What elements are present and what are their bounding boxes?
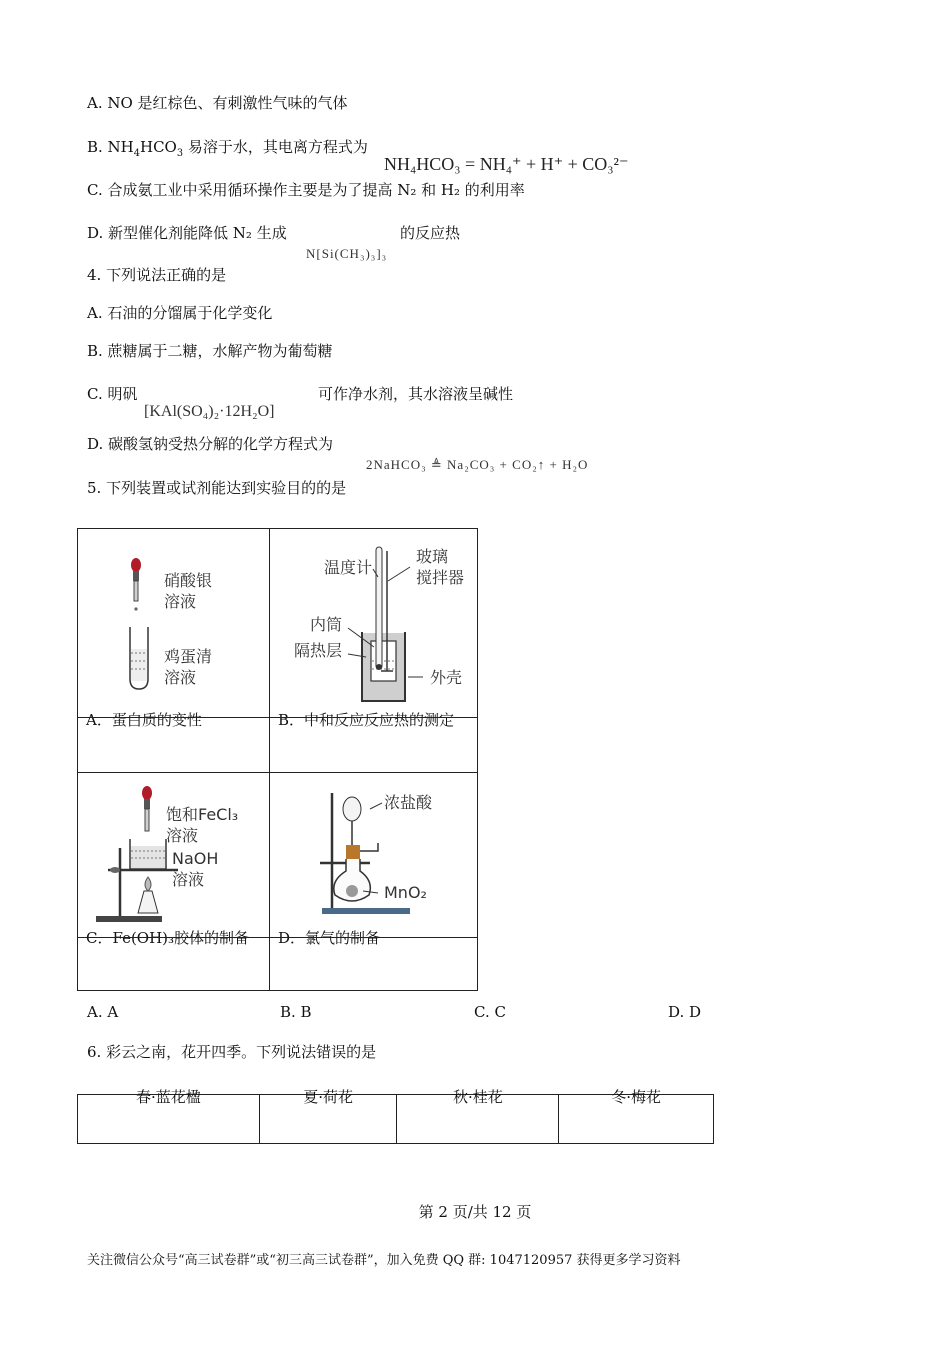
q6-season-cell-summer [259,1088,397,1144]
q3-option-b-sub3: 3 [176,148,184,159]
q3-option-d-formula: N[Si(CH₃)₃]₃ [306,246,388,261]
q5-caption-a: A．蛋白质的变性 [86,711,202,729]
q6-season-table [77,1088,714,1144]
q6-season-winter: 冬·梅花 [611,1088,661,1106]
a-label-2: 溶液 [164,592,197,611]
q3-option-b-text-3: 易溶于水，其电离方程式为 [183,138,368,156]
q3-option-c: C. 合成氨工业中采用循环操作主要是为了提高 N₂ 和 H₂ 的利用率 [87,181,525,199]
q5-cell-d-divider [270,937,477,938]
q4-option-a: A. 石油的分馏属于化学变化 [87,304,273,322]
c-label-2: 溶液 [166,826,199,845]
q5-cell-b [270,529,478,773]
c-label-1: 饱和FeCl₃ [166,805,239,824]
q5-cell-b-divider [270,717,477,718]
q4-option-b: B. 蔗糖属于二糖，水解产物为葡萄糖 [87,342,333,360]
q5-cell-a [78,529,270,773]
q3-option-d-pre: D. 新型催化剂能降低 N₂ 生成 [87,224,287,242]
q5-apparatus-table [77,528,478,991]
a-label-4: 溶液 [164,668,197,687]
d-label-2: MnO₂ [384,883,427,902]
q4-option-c-pre: C. 明矾 [87,385,138,403]
a-label-3: 鸡蛋清 [164,647,213,666]
q5-caption-c: C．Fe(OH)₃胶体的制备 [86,929,250,947]
b-label-2: 玻璃 [416,547,449,566]
q6-season-cell-spring [78,1088,260,1144]
q6-season-cell-winter [559,1088,714,1144]
d-label-1: 浓盐酸 [384,793,433,812]
q4-option-c-formula: [KAl(SO₄)₂·12H₂O] [144,403,275,420]
a-label-1: 硝酸银 [164,571,213,590]
q4-stem: 4. 下列说法正确的是 [87,266,227,284]
calorimeter-diagram [270,529,477,768]
q5-choice-a: A. A [87,1003,119,1021]
b-label-6: 外壳 [430,668,463,687]
q3-option-d-post: 的反应热 [400,224,461,242]
q6-season-spring: 春·蓝花楹 [135,1088,201,1106]
q5-cell-a-divider [78,717,269,718]
b-label-4: 内筒 [310,615,343,634]
colloid-preparation-diagram [78,773,269,986]
q3-option-b-text-2: HCO [139,138,177,156]
q5-choice-c: C. C [474,1003,506,1021]
q3-option-b-text-1: B. NH [87,138,134,156]
q3-option-a: A. NO 是红棕色、有刺激性气味的气体 [87,94,348,112]
page-number: 第 2 页/共 12 页 [418,1203,532,1221]
q4-option-d-formula: 2NaHCO₃ ≜ Na₂CO₃ + CO₂↑ + H₂O [366,457,589,472]
q4-option-c-post: 可作净水剂，其水溶液呈碱性 [318,385,514,403]
b-label-5: 隔热层 [294,641,343,660]
q3-option-b-formula: NH₄HCO₃ = NH₄⁺ + H⁺ + CO₃²⁻ [384,154,629,174]
b-label-1: 温度计 [324,558,373,577]
c-label-3: NaOH [172,849,219,868]
c-label-4: 溶液 [172,870,205,889]
q5-caption-b: B．中和反应反应热的测定 [278,711,455,729]
q5-choice-b: B. B [280,1003,312,1021]
q4-option-d-pre: D. 碳酸氢钠受热分解的化学方程式为 [87,435,334,453]
q5-choice-d: D. D [668,1003,702,1021]
footer-note: 关注微信公众号“高三试卷群”或“初三高三试卷群”，加入免费 QQ 群: 1047120957 获得更多学习资料 [87,1253,681,1268]
q5-cell-c-divider [78,937,269,938]
q3-option-b-sub4: 4 [133,148,140,159]
q6-stem: 6. 彩云之南，花开四季。下列说法错误的是 [87,1043,377,1061]
q6-season-cell-autumn [397,1088,559,1144]
q6-season-summer: 夏·荷花 [303,1088,353,1106]
q5-stem: 5. 下列装置或试剂能达到实验目的的是 [87,479,347,497]
q5-caption-d: D．氯气的制备 [278,929,381,947]
q3-option-b [87,136,368,159]
protein-denaturation-diagram [78,529,269,768]
b-label-3: 搅拌器 [416,568,465,587]
q5-cell-c [78,773,270,991]
q5-cell-d [270,773,478,991]
q6-season-autumn: 秋·桂花 [452,1088,503,1106]
chlorine-preparation-diagram [270,773,477,986]
